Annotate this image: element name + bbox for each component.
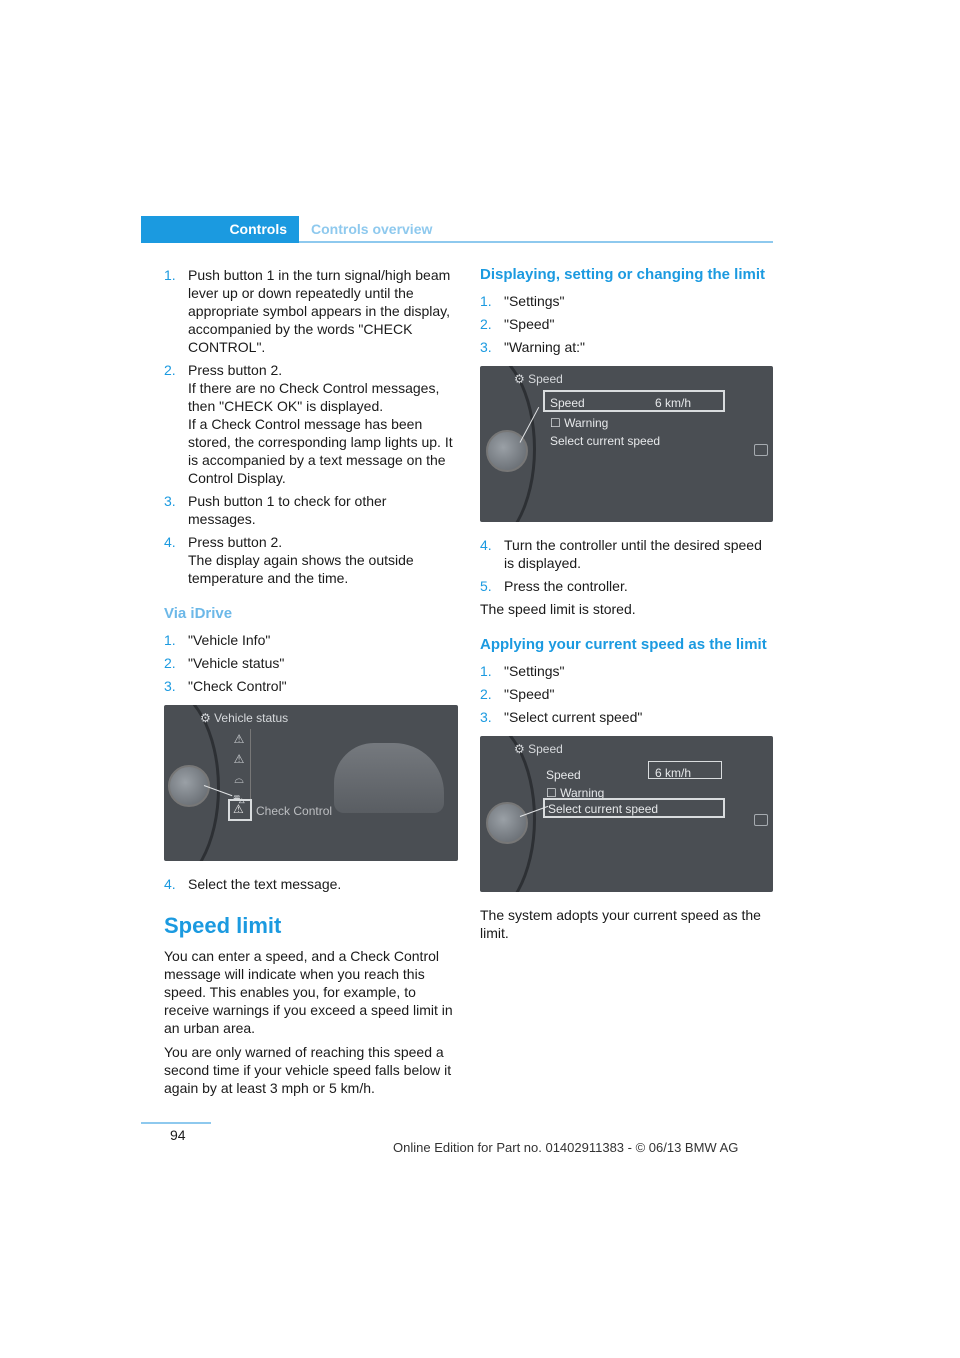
controller-knob-icon [486,802,528,844]
step-text: "Vehicle status" [188,655,285,671]
step-text: "Vehicle Info" [188,632,271,648]
step-number: 2. [164,362,176,378]
list-item [480,536,773,572]
list-item [164,677,458,695]
idrive-steps [164,631,458,695]
final-text: The system adopts your current speed as the limit. [480,907,761,941]
warning-row: ☐ Warning [550,416,609,430]
check-control-steps [164,266,458,587]
applying-steps [480,662,773,726]
step-number: 3. [480,709,492,725]
check-control-label: Check Control [256,804,333,818]
speed-row-label: Speed [546,768,581,782]
list-item [480,708,773,726]
vehicle-status-screenshot [164,705,458,861]
oil-icon: ⌓ [234,772,244,786]
gear-icon: ⚙ [514,742,529,756]
speed-screenshot-warning [480,366,773,522]
speed-row-label: Speed [550,396,585,410]
left-column [164,266,458,1103]
service-car-icon: ⛍ [232,792,246,806]
list-item [164,654,458,672]
header-section: Controls [141,216,299,243]
step-number: 2. [480,316,492,332]
step-number: 3. [164,493,176,509]
step-number: 1. [480,293,492,309]
displaying-heading: Displaying, setting or changing the limit [480,266,766,283]
right-column [480,266,773,948]
step-number: 1. [164,267,176,283]
checkbox-icon: ☐ [546,786,561,800]
step-text: Press the controller. [504,578,628,594]
speed-limit-heading: Speed limit [164,913,282,938]
stored-text: The speed limit is stored. [480,601,636,617]
tire-pressure-icon: ⚠ [233,732,245,746]
list-item [164,631,458,649]
step-text: "Settings" [504,663,565,679]
step-text: "Speed" [504,686,555,702]
edition-footer: Online Edition for Part no. 01402911383 - © 06/13 BMW AG [393,1140,739,1155]
checkbox-icon: ☐ [550,416,565,430]
via-idrive-heading: Via iDrive [164,605,233,622]
screen-title: ⚙ Speed [514,742,563,756]
step-text: Select the text message. [188,876,342,892]
step-text: The display again shows the outside temperature and the time. [188,552,414,586]
step-text: Press button 2. [188,362,283,378]
header-subsection: Controls overview [299,216,773,243]
step-number: 4. [164,534,176,550]
step-number: 3. [480,339,492,355]
speed-row-value: 6 km/h [655,766,692,780]
step-number: 3. [164,678,176,694]
step-text: Turn the controller until the desired speed is displayed. [504,537,762,571]
list-item [480,685,773,703]
step-text: If a Check Control message has been stored, the corresponding lamp lights up. It is accompanied by a text message on the Control Display. [188,416,453,486]
step-text: Press button 2. [188,534,283,550]
speed-screenshot-select [480,736,773,892]
select-current-speed-row: Select current speed [548,802,659,816]
step-text: "Select current speed" [504,709,643,725]
car-icon: ⚙ [200,711,215,725]
footer-divider [141,1122,211,1124]
screen-title: ⚙ Speed [514,372,563,386]
step-text: "Warning at:" [504,339,586,355]
step-text: "Check Control" [188,678,287,694]
step-text: Push button 1 to check for other messages. [188,493,387,527]
list-item [480,292,773,310]
select-current-speed-row: Select current speed [550,434,661,448]
tire-warning-icon: ⚠ [233,752,245,766]
step-text: If there are no Check Control messages, then "CHECK OK" is displayed. [188,380,440,414]
menu-icon [754,444,768,456]
speed-limit-para-2: You are only warned of reaching this speed a second time if your vehicle speed falls below it again by at least 3 mph or 5 km/h. [164,1044,452,1096]
step-text: "Speed" [504,316,555,332]
speed-row-value: 6 km/h [655,396,692,410]
list-item [164,875,458,893]
list-item [164,361,458,487]
page-number: 94 [170,1127,186,1143]
step-number: 4. [164,876,176,892]
step-number: 4. [480,537,492,553]
list-item [164,492,458,528]
applying-heading: Applying your current speed as the limit [480,636,767,653]
step-number: 2. [480,686,492,702]
warning-triangle-icon: ⚠ [233,802,244,816]
step-text: "Settings" [504,293,565,309]
screen-title: ⚙ Vehicle status [200,711,289,725]
step-number: 2. [164,655,176,671]
gear-icon: ⚙ [514,372,529,386]
displaying-steps [480,292,773,356]
speed-limit-para-1: You can enter a speed, and a Check Control message will indicate when you reach this speed. This enables you, for example, to receive warnings if you exceed a speed limit in an urban area. [164,948,453,1036]
step-number: 1. [164,632,176,648]
step-number: 1. [480,663,492,679]
final-step [164,875,458,893]
page-header [141,216,773,243]
list-item [480,577,773,595]
list-item [480,315,773,333]
warning-row: ☐ Warning [546,786,605,800]
list-item [164,266,458,356]
list-item [480,338,773,356]
car-illustration [334,743,444,813]
step-number: 5. [480,578,492,594]
turn-press-steps [480,536,773,595]
menu-icon [754,814,768,826]
list-item [164,533,458,587]
list-item [480,662,773,680]
step-text: Push button 1 in the turn signal/high beam lever up or down repeatedly until the appropriate symbol appears in the display, accompanied by the words "CHECK CONTROL". [188,267,451,355]
